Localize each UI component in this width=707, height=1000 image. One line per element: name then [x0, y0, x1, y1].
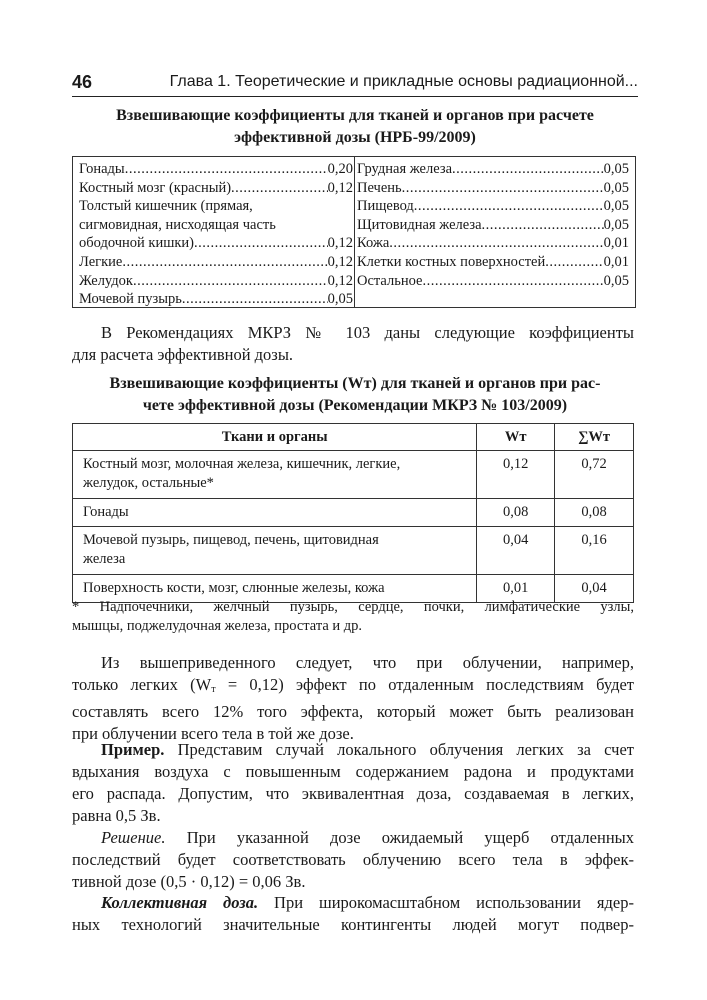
table1-row: Пищевод ..... 0,05 [357, 197, 629, 216]
paragraph-conclusion: Из вышеприведенного следует, что при облучении, например, только легких $(W_т = 0,12)$ эффект по отдаленным последствиям будет составлять всего 12% того эффекта, который может быть реализован при облучении всего тела в той же дозе. [72, 653, 635, 743]
table1-row-continued: сигмовидная, нисходящая часть [79, 216, 276, 233]
intro-paragraph: В Рекомендациях МКРЗ № 103 даны следующие коэффициенты для расчета эффективной дозы. [72, 323, 634, 364]
column-header-tissues: Ткани и органы [73, 424, 477, 451]
table1-right-column [357, 160, 629, 290]
column-divider [354, 157, 355, 307]
running-title: Глава 1. Теоретические и прикладные основы радиационной... [169, 73, 638, 90]
paragraph-collective-dose: Коллективная доза. При широкомасштабном использовании ядер- ных технологий значительные контингенты людей могут подвер- [72, 893, 634, 934]
paragraph-example: Пример. Представим случай локального облучения легких за счет вдыхания воздуха с повышенным содержанием радона и продуктами его распада. Допустим, что эквивалентная доза, создаваемая в легких, равна 0,5 Зв. [72, 740, 634, 825]
table1-row: Костный мозг (красный) ..... 0,12 [79, 179, 353, 198]
table1-caption-line2: эффективной дозы (НРБ-99/2009) [234, 129, 476, 146]
table2-caption-line1: Взвешивающие коэффициенты (Wт) для тканей и органов при рас- [109, 375, 601, 392]
sum-wt-cell: 0,16 [555, 527, 634, 575]
paragraph-solution: Решение. При указанной дозе ожидаемый ущерб отдаленных последствий будет соответствовать облучению всего тела в эффек- тивной дозе (0,5 · 0,12) = 0,06 Зв. [72, 828, 634, 891]
table1-caption [72, 105, 638, 149]
table1-row: Мочевой пузырь ..... 0,05 [79, 290, 353, 309]
page-header [72, 70, 638, 97]
sum-wt-cell: 0,04 [555, 575, 634, 603]
table-row [73, 451, 634, 499]
table1-row: Желудок ..... 0,12 [79, 272, 353, 291]
table1-row: Остальное ..... 0,05 [357, 272, 629, 291]
table1-row: Печень ..... 0,05 [357, 179, 629, 198]
table1-row-continued: Толстый кишечник (прямая, [79, 198, 253, 215]
wt-cell: 0,12 [477, 451, 555, 499]
sum-wt-cell: 0,08 [555, 499, 634, 527]
collective-dose-term: Коллективная доза. [101, 893, 259, 912]
column-header-sum-wt: ∑Wт [555, 424, 634, 451]
table-header-row [73, 424, 634, 451]
table1-caption-line1: Взвешивающие коэффициенты для тканей и органов при расчете [116, 107, 594, 124]
solution-term: Решение. [101, 828, 166, 847]
table1-row: Щитовидная железа ..... 0,05 [357, 216, 629, 235]
wt-cell: 0,04 [477, 527, 555, 575]
table1-row: Кожа ..... 0,01 [357, 234, 629, 253]
table1-row: Грудная железа ..... 0,05 [357, 160, 629, 179]
table-row [73, 499, 634, 527]
table1-row: Легкие ..... 0,12 [79, 253, 353, 272]
tissues-cell: Поверхность кости, мозг, слюнные железы, кожа [73, 575, 477, 603]
example-term: Пример. [101, 740, 165, 759]
wt-cell: 0,08 [477, 499, 555, 527]
weighting-table-nrb [72, 156, 636, 308]
table1-row: Гонады ..... 0,20 [79, 160, 353, 179]
column-header-wt: Wт [477, 424, 555, 451]
tissues-cell: Гонады [73, 499, 477, 527]
weighting-table-icrp [72, 423, 634, 603]
tissues-cell: Костный мозг, молочная железа, кишечник, легкие, желудок, остальные* [73, 451, 477, 499]
table2-footnote: * Надпочечники, желчный пузырь, сердце, почки, лимфатические узлы, мышцы, поджелудочная железа, простата и др. [72, 599, 634, 634]
table1-left-column [79, 160, 353, 309]
table1-row: Клетки костных поверхностей ..... 0,01 [357, 253, 629, 272]
table2-caption [72, 373, 638, 417]
tissues-cell: Мочевой пузырь, пищевод, печень, щитовидная железа [73, 527, 477, 575]
sum-wt-cell: 0,72 [555, 451, 634, 499]
table2-caption-line2: чете эффективной дозы (Рекомендации МКРЗ № 103/2009) [142, 397, 568, 414]
table-row [73, 527, 634, 575]
wt-cell: 0,01 [477, 575, 555, 603]
table1-row: ободочной кишки) ..... 0,12 [79, 234, 353, 253]
page-number: 46 [72, 72, 93, 92]
